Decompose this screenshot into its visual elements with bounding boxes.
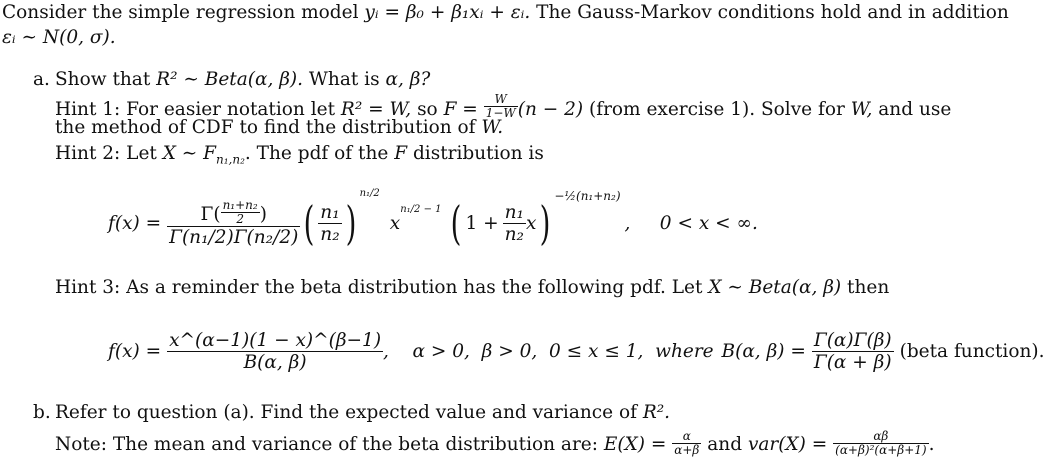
beta-pdf-condition: , α > 0, β > 0, 0 ≤ x ≤ 1, where [383, 340, 720, 362]
paren-open-1: ( [303, 196, 315, 250]
hint-3-X: X ∼ Beta(α, β) [708, 277, 842, 298]
hint-1-so: so [411, 99, 444, 120]
f-pdf-lhs: f(x) = [108, 212, 162, 234]
beta-pdf-equation [108, 324, 1045, 378]
part-b-note-text: Note: The mean and variance of the beta distribution are: [55, 434, 604, 455]
paren-open-2: ( [451, 196, 462, 250]
hint-2-F: F [394, 143, 408, 164]
variance-fraction [833, 430, 928, 457]
part-b-question [55, 402, 670, 424]
gamma-inner-fraction [221, 199, 260, 226]
paren-close-1: ) [345, 196, 356, 250]
expected-value: E(X) = [603, 434, 667, 455]
hint-1-line-2 [55, 117, 503, 139]
end-period: . [928, 434, 935, 455]
part-a-text-2: What is [303, 69, 386, 90]
x-var: x [389, 212, 401, 234]
hint-2-text-3: distribution is [407, 143, 544, 164]
exponent-1: n₁/2 [359, 188, 380, 199]
x-var-2: x [525, 212, 537, 234]
hint-2 [55, 143, 544, 165]
hint-1-line-2-text: the method of CDF to find the distribution of [55, 117, 482, 138]
hint-1-line-2-W: W. [481, 117, 504, 138]
n1: n₁ [320, 201, 340, 223]
exponent-2: n₁/2 − 1 [400, 204, 442, 215]
beta-function-lhs: B(α, β) = [721, 340, 806, 362]
hint-2-text: Hint 2: Let [55, 143, 163, 164]
paren-close-2: ) [539, 196, 551, 250]
hint-3-then: then [841, 277, 890, 298]
gamma-fraction [167, 199, 300, 248]
hint-2-X: X ∼ F [162, 143, 216, 164]
hint-2-sub: n₁,n₂ [216, 152, 245, 167]
hint-1-num: W [484, 93, 518, 107]
intro-text: Consider the simple regression model [2, 2, 365, 23]
part-a-label: a. [33, 69, 50, 90]
intro-text-2: The Gauss-Markov conditions hold and in addition [530, 2, 1009, 23]
hint-1-text-2: (from exercise 1). Solve for [583, 99, 851, 120]
intro-line-1 [2, 2, 1009, 24]
n2: n₂ [320, 223, 340, 245]
beta-function-note: (beta function). [899, 340, 1045, 362]
hint-1-text: Hint 1: For easier notation let [55, 99, 341, 120]
hint-1-n: (n − 2) [517, 99, 584, 120]
hint-1-den: 1−W [485, 106, 516, 120]
part-a-text: Show that [55, 69, 157, 90]
beta-pdf-lhs: f(x) = [108, 340, 162, 362]
n-ratio [318, 202, 341, 245]
variance: var(X) = [747, 434, 828, 455]
f-pdf-equation [108, 186, 758, 260]
gamma-denominator: Γ(n₁/2)Γ(n₂/2) [169, 226, 299, 248]
r2-beta: R² ∼ Beta(α, β). [156, 69, 304, 90]
part-b-note [55, 430, 934, 457]
hint-1-rw: R² = W, [340, 99, 412, 120]
beta-function-num: Γ(α)Γ(β) [813, 329, 892, 351]
hint-1-F: F = [443, 99, 478, 120]
part-b-text: Refer to question (a). Find the expected value and variance of [55, 402, 643, 423]
gamma-inner-num: n₁+n₂ [222, 197, 258, 212]
beta-pdf-fraction [167, 330, 383, 373]
hint-2-text-2: . The pdf of the [244, 143, 395, 164]
gamma-open: Γ( [200, 203, 221, 225]
n2-b: n₂ [504, 223, 524, 245]
beta-pdf-den: B(α, β) [243, 351, 307, 373]
expected-value-fraction [672, 430, 701, 457]
n1-b: n₁ [504, 201, 524, 223]
hint-1-fraction [484, 93, 518, 120]
part-a-question [55, 69, 430, 91]
regression-model: yᵢ = β₀ + β₁xᵢ + εᵢ. [364, 2, 531, 23]
var-num: αβ [833, 430, 928, 444]
hint-1-W: W, [850, 99, 873, 120]
gamma-inner-den: 2 [236, 211, 244, 226]
hint-3 [55, 277, 889, 299]
ex-num: α [672, 430, 701, 444]
one-plus: 1 + [465, 212, 499, 234]
error-distribution: εᵢ ∼ N(0, σ). [2, 27, 116, 48]
beta-function-den: Γ(α + β) [813, 351, 892, 373]
ex-den: α+β [674, 443, 700, 457]
beta-function-fraction [812, 330, 894, 373]
f-pdf-condition: , 0 < x < ∞. [624, 212, 758, 234]
hint-1-text-3: and use [872, 99, 952, 120]
gamma-numerator: Γ( $\frac{\text{n₁+n₂}}{2}$ ) [167, 199, 300, 227]
alpha-beta: α, β? [385, 69, 431, 90]
and-text: and [701, 434, 748, 455]
hint-3-text: Hint 3: As a reminder the beta distribution has the following pdf. Let [55, 277, 709, 298]
part-b-r2: R². [642, 402, 671, 423]
beta-pdf-num: x^(α−1)(1 − x)^(β−1) [169, 329, 382, 351]
n-ratio-2 [503, 202, 526, 245]
exponent-3: −½(n₁+n₂) [554, 189, 621, 203]
var-den: (α+β)²(α+β+1) [835, 443, 927, 457]
part-b-label: b. [33, 402, 51, 423]
